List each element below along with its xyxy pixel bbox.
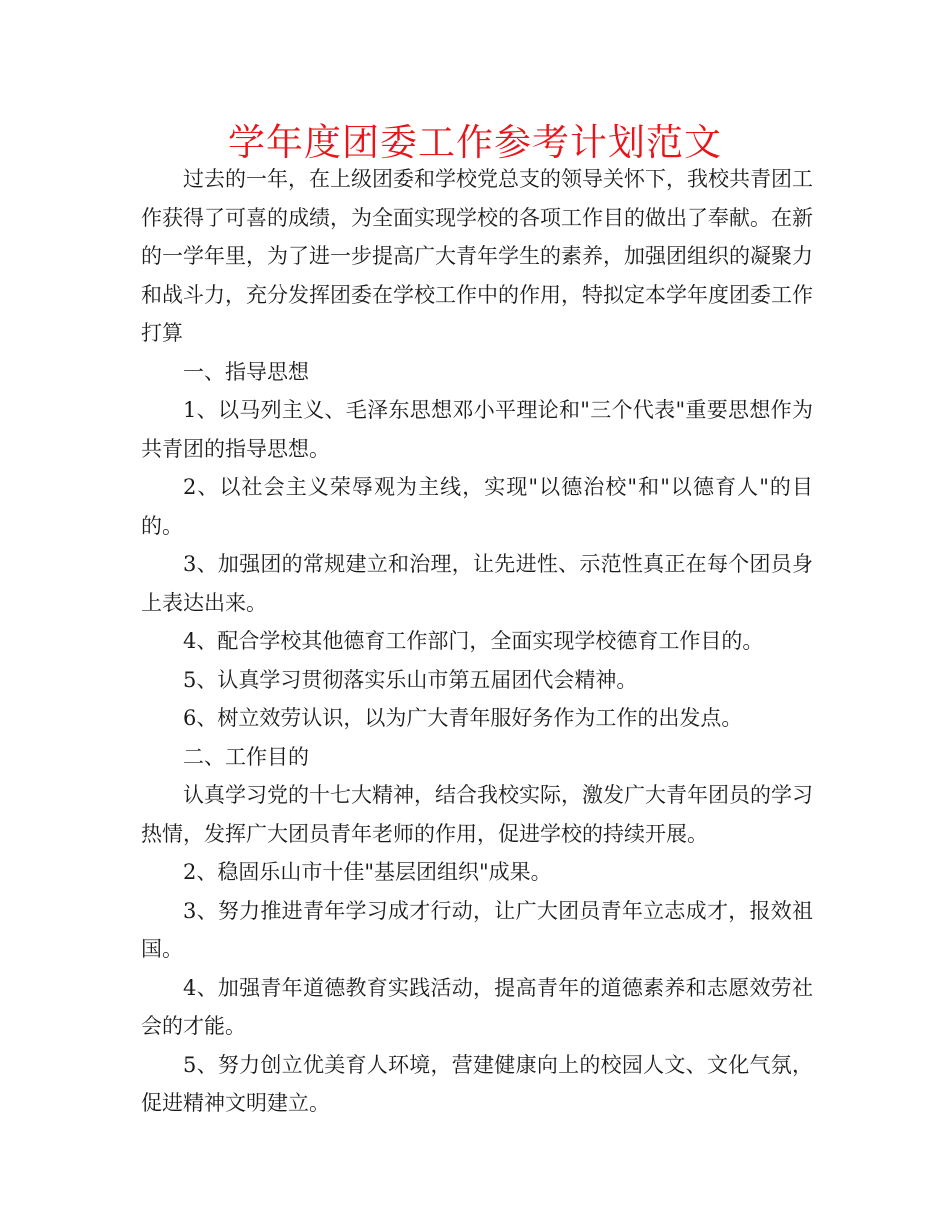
document-body — [141, 160, 813, 1123]
paragraph-item: 6、树立效劳认识，以为广大青年服好务作为工作的出发点。 — [183, 706, 743, 730]
paragraph-intro: 过去的一年，在上级团委和学校党总支的领导关怀下，我校共青团工作获得了可喜的成绩，为全面实现学校的各项工作目的做出了奉献。在新的一学年里，为了进一步提高广大青年学生的素养，加强团组织的凝聚力和战斗力，充分发挥团委在学校工作中的作用，特拟定本学年度团委工作打算 — [141, 167, 813, 345]
paragraph-item: 2、稳固乐山市十佳"基层团组织"成果。 — [183, 860, 552, 884]
document-title: 学年度团委工作参考计划范文 — [228, 121, 722, 164]
paragraph-item: 5、努力创立优美育人环境，营建健康向上的校园人文、文化气氛，促进精神文明建立。 — [141, 1052, 813, 1115]
heading-guiding-thought: 一、指导思想 — [183, 359, 309, 384]
paragraph-item: 4、配合学校其他德育工作部门，全面实现学校德育工作目的。 — [183, 629, 764, 653]
heading-work-goals: 二、工作目的 — [183, 744, 309, 769]
paragraph-item: 4、加强青年道德教育实践活动，提高青年的道德素养和志愿效劳社会的才能。 — [141, 975, 813, 1038]
paragraph-item: 1、以马列主义、毛泽东思想邓小平理论和"三个代表"重要思想作为共青团的指导思想。 — [141, 398, 813, 461]
paragraph-item: 3、努力推进青年学习成才行动，让广大团员青年立志成才，报效祖国。 — [141, 898, 813, 961]
paragraph-item: 5、认真学习贯彻落实乐山市第五届团代会精神。 — [183, 667, 638, 692]
paragraph-item: 2、以社会主义荣辱观为主线，实现"以德治校"和"以德育人"的目的。 — [141, 475, 813, 538]
paragraph-item: 认真学习党的十七大精神，结合我校实际，激发广大青年团员的学习热情，发挥广大团员青年老师的作用，促进学校的持续开展。 — [141, 783, 813, 846]
paragraph-item: 3、加强团的常规建立和治理，让先进性、示范性真正在每个团员身上表达出来。 — [141, 552, 813, 615]
